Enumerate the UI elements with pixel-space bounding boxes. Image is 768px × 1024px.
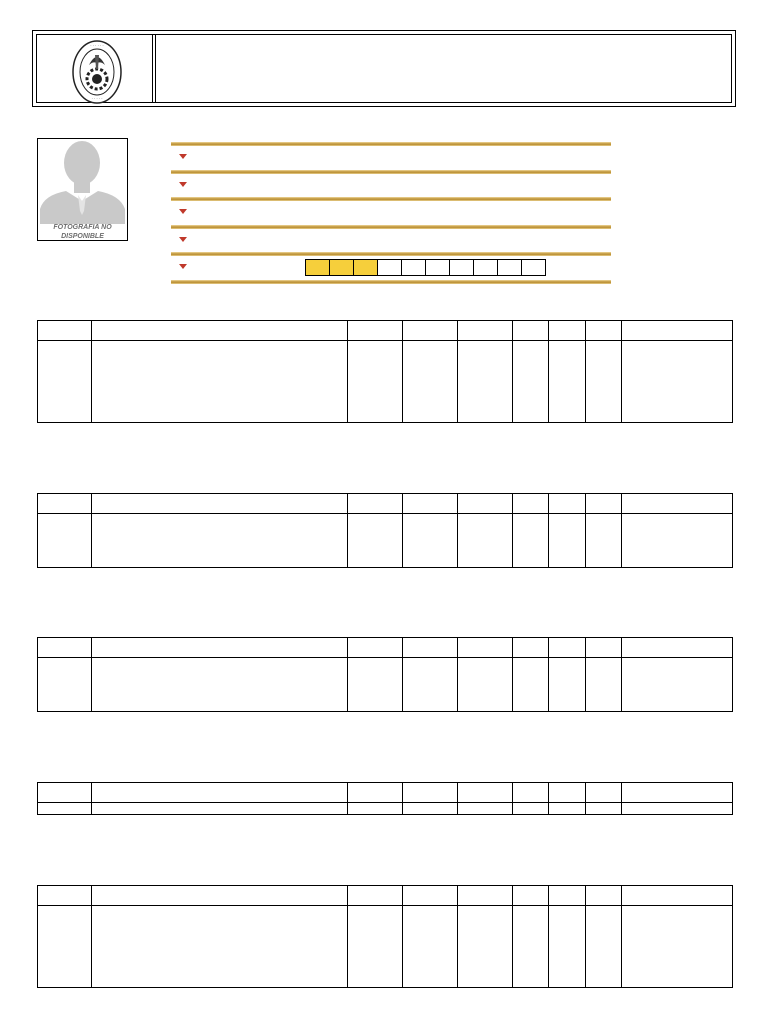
table-cell (622, 658, 733, 712)
table-header-cell (513, 494, 549, 514)
svg-text:· · · · ·: · · · · · (91, 96, 103, 101)
university-seal-icon (71, 39, 123, 105)
table-cell (348, 658, 403, 712)
rating-cell-empty (425, 259, 450, 276)
table-cell (348, 906, 403, 988)
table-cell (586, 341, 622, 423)
header-title (167, 35, 731, 102)
table-header-cell (38, 494, 92, 514)
table-cell (549, 514, 586, 568)
table-cell (38, 906, 92, 988)
table-cell (586, 906, 622, 988)
table-header-row (38, 321, 733, 341)
profile-photo-placeholder (37, 138, 128, 241)
table-cell (586, 514, 622, 568)
table-header-cell (458, 321, 513, 341)
table-cell (403, 514, 458, 568)
table-row (38, 906, 733, 988)
rating-cell-empty (521, 259, 546, 276)
table-header-cell (458, 494, 513, 514)
table-header-cell (458, 886, 513, 906)
rating-cell-empty (497, 259, 522, 276)
logo-cell-divider (152, 35, 153, 102)
table-cell (458, 906, 513, 988)
table-cell (622, 341, 733, 423)
data-table (37, 637, 733, 712)
table-cell (348, 514, 403, 568)
rating-cell-empty (377, 259, 402, 276)
rating-scale (306, 259, 546, 276)
table-header-cell (549, 494, 586, 514)
chevron-down-icon (179, 209, 187, 214)
table-cell (458, 803, 513, 815)
profile-row (171, 201, 611, 225)
table-cell (38, 658, 92, 712)
table-header-cell (549, 886, 586, 906)
photo-caption-line1: FOTOGRAFIA NO (53, 224, 112, 231)
chevron-down-icon (179, 154, 187, 159)
table-cell (348, 341, 403, 423)
photo-caption-line2: DISPONIBLE (61, 233, 104, 240)
table-header-cell (92, 321, 348, 341)
table-header-cell (549, 783, 586, 803)
table-cell (549, 803, 586, 815)
person-silhouette-icon (38, 139, 127, 224)
table-cell (513, 514, 549, 568)
table-header-cell (513, 783, 549, 803)
table-header-cell (92, 638, 348, 658)
data-table (37, 320, 733, 423)
table-header-cell (622, 321, 733, 341)
table-cell (513, 803, 549, 815)
table-header-cell (38, 783, 92, 803)
table-header-row (38, 494, 733, 514)
table-cell (92, 803, 348, 815)
table-header-cell (513, 638, 549, 658)
chevron-down-icon (179, 264, 187, 269)
table-header-cell (403, 321, 458, 341)
table-row (38, 658, 733, 712)
table-cell (38, 341, 92, 423)
table-row (38, 803, 733, 815)
table-header-cell (622, 638, 733, 658)
table-header-cell (38, 886, 92, 906)
table-header-cell (348, 494, 403, 514)
table-header-cell (586, 638, 622, 658)
table-cell (513, 341, 549, 423)
table-cell (549, 906, 586, 988)
rating-cell-empty (473, 259, 498, 276)
rating-cell-filled (305, 259, 330, 276)
rating-cell-empty (401, 259, 426, 276)
chevron-down-icon (179, 237, 187, 242)
table-header-cell (513, 321, 549, 341)
table-header-cell (586, 783, 622, 803)
table-header-cell (586, 494, 622, 514)
table-cell (549, 658, 586, 712)
table-cell (549, 341, 586, 423)
chevron-down-icon (179, 182, 187, 187)
table-cell (403, 658, 458, 712)
table-header-row (38, 886, 733, 906)
table-cell (403, 906, 458, 988)
rating-cell-empty (449, 259, 474, 276)
table-header-cell (586, 886, 622, 906)
table-cell (622, 906, 733, 988)
table-cell (458, 658, 513, 712)
photo-caption (38, 223, 127, 241)
profile-row (171, 229, 611, 253)
table-header-row (38, 783, 733, 803)
table-cell (458, 341, 513, 423)
table-header-cell (92, 886, 348, 906)
table-header-cell (586, 321, 622, 341)
profile-row-rating (171, 256, 611, 280)
table-cell (92, 906, 348, 988)
table-cell (92, 341, 348, 423)
header-box (32, 30, 736, 107)
table-header-cell (622, 783, 733, 803)
table-header-cell (403, 783, 458, 803)
table-cell (586, 803, 622, 815)
data-table (37, 885, 733, 988)
table-header-cell (92, 494, 348, 514)
table-cell (38, 803, 92, 815)
table-cell (348, 803, 403, 815)
table-cell (586, 658, 622, 712)
table-header-cell (348, 321, 403, 341)
table-header-cell (549, 638, 586, 658)
table-cell (403, 803, 458, 815)
table-header-cell (403, 638, 458, 658)
table-header-cell (38, 321, 92, 341)
table-header-cell (458, 638, 513, 658)
profile-row (171, 174, 611, 198)
table-cell (513, 906, 549, 988)
table-header-cell (348, 638, 403, 658)
header-inner-frame (36, 34, 732, 103)
rating-cell-filled (353, 259, 378, 276)
table-cell (458, 514, 513, 568)
table-header-row (38, 638, 733, 658)
table-row (38, 514, 733, 568)
table-header-cell (38, 638, 92, 658)
table-cell (622, 514, 733, 568)
rating-cell-filled (329, 259, 354, 276)
table-header-cell (403, 886, 458, 906)
table-cell (403, 341, 458, 423)
table-header-cell (513, 886, 549, 906)
profile-row (171, 146, 611, 170)
table-header-cell (622, 886, 733, 906)
table-cell (38, 514, 92, 568)
data-table (37, 493, 733, 568)
table-cell (622, 803, 733, 815)
table-header-cell (348, 886, 403, 906)
table-header-cell (549, 321, 586, 341)
table-cell (92, 514, 348, 568)
band-divider (171, 280, 611, 284)
svg-text:· · · · · ·: · · · · · · (90, 43, 104, 48)
logo-cell (37, 35, 156, 102)
table-header-cell (92, 783, 348, 803)
table-row (38, 341, 733, 423)
table-cell (92, 658, 348, 712)
table-header-cell (622, 494, 733, 514)
table-header-cell (348, 783, 403, 803)
data-table (37, 782, 733, 815)
table-header-cell (458, 783, 513, 803)
table-cell (513, 658, 549, 712)
table-header-cell (403, 494, 458, 514)
